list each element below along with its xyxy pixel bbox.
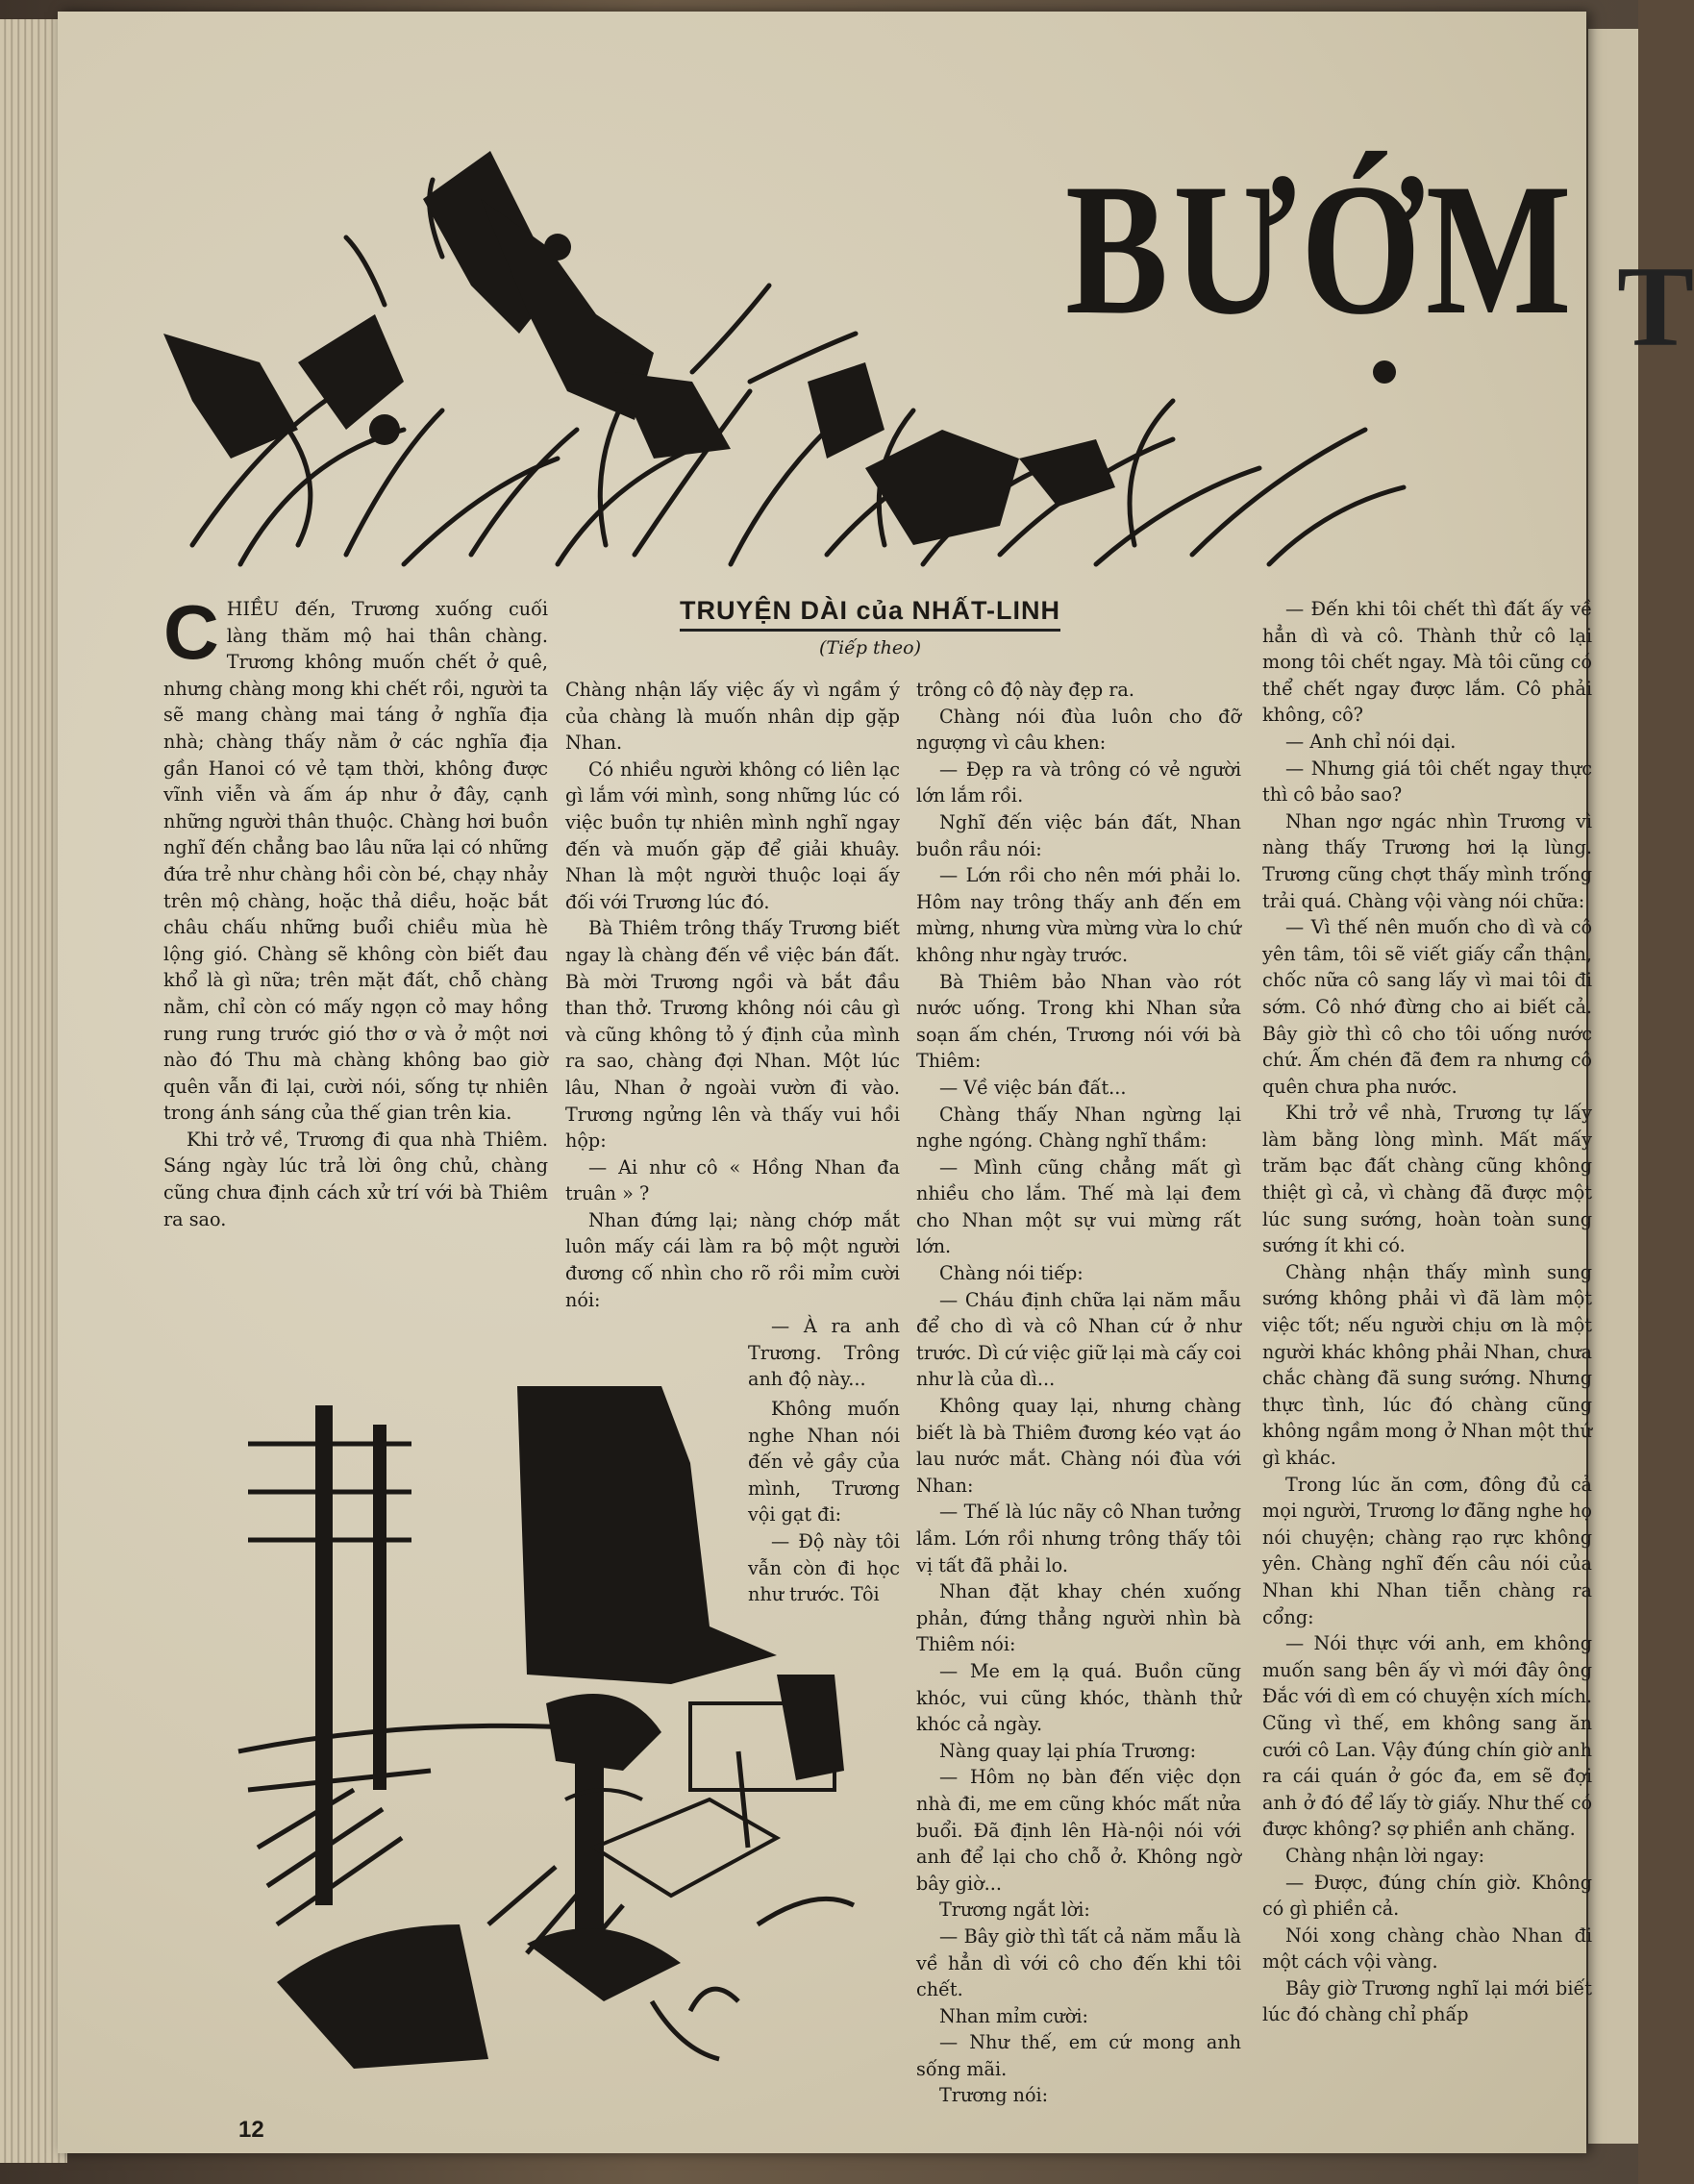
paragraph: — Hôm nọ bàn đến việc dọn nhà đi, me em cũng khóc mất nửa buổi. Đã định lên Hà-nội nói với anh để lại cho chỗ ở. Không ngờ bây giờ...: [916, 1766, 1241, 1895]
paragraph: Khi trở về, Trương đi qua nhà Thiêm. Sáng ngày lúc trả lời ông chủ, chàng cũng chưa định cách xử trí với bà Thiêm ra sao.: [163, 1128, 548, 1230]
paragraph: HIỀU đến, Trương xuống cuối làng thăm mộ hai thân chàng. Trương không muốn chết ở quê, nhưng chàng mong khi chết rồi, người ta sẽ mang chàng mai táng ở nghĩa địa nhà; chàng thấy nằm ở các nghĩa địa gần Hanoi có vẻ tạm thời, không được vĩnh viễn và ấm áp như ở đây, cạnh những người thân thuộc. Chàng hơi buồn nghĩ đến chẳng bao lâu nữa lại có những đứa trẻ như chàng hồi còn bé, chạy nhảy trên mộ chàng, hoặc thả diều, hoặc bắt châu chấu những buổi chiều mùa hè lộng gió. Chàng sẽ không còn biết đau khổ là gì nữa; trên mặt đất, chỗ chàng nằm, chỉ còn có mấy ngọn cỏ may hồng rung rung trước gió thơ ơ và ở một nơi nào đó Thu mà chàng không bao giờ quên vẫn đi lại, cười nói, sống tự nhiên trong ánh sáng của thế gian trên kia.: [163, 598, 548, 1125]
facing-page: T: [1588, 29, 1638, 2144]
paragraph: Trương ngắt lời:: [939, 1899, 1090, 1922]
paragraph: Bà Thiêm trông thấy Trương biết ngay là chàng đến về việc bán đất. Bà mời Trương ngồi và bắt đầu than thở. Trương không nói câu gì và cũng không tỏ ý định của mình ra sao, chàng đợi Nhan. Một lúc lâu, Nhan ở ngoài vườn đi vào. Trương ngửng lên và thấy vui hồi hộp:: [565, 917, 900, 1153]
paragraph: — Bây giờ thì tất cả năm mẫu là về hẳn dì với cô cho đến khi tôi chết.: [916, 1924, 1241, 2001]
paragraph: — Thế là lúc nãy cô Nhan tưởng lầm. Lớn rồi nhưng trông thấy tôi vị tất đã phải lo.: [916, 1501, 1241, 1576]
paragraph: Chàng nhận lời ngay:: [1285, 1844, 1485, 1867]
paragraph: — Mình cũng chẳng mất gì nhiều cho lắm. Thế mà lại đem cho Nhan một sự vui mừng rất lớn.: [916, 1155, 1241, 1258]
paragraph: — Me em lạ quá. Buồn cũng khóc, vui cũng khóc, thành thử khóc cả ngày.: [916, 1659, 1241, 1736]
column-4: [1262, 596, 1592, 2028]
paragraph: Không muốn nghe Nhan nói đến vẻ gầy của mình, Trương vội gạt đi:: [748, 1398, 900, 1526]
paragraph: Trong lúc ăn cơm, đông đủ cả mọi người, Trương lơ đãng nghe họ nói chuyện; chàng rạo rực không yên. Chàng nghĩ đến câu nói của Nhan khi Nhan tiễn chàng ra cổng:: [1262, 1473, 1592, 1628]
paragraph: Nhan ngơ ngác nhìn Trương vì nàng thấy Trương hơi lạ lùng. Trương cũng chợt thấy mình trống trải quá. Chàng vội vàng nói chữa:: [1262, 809, 1592, 912]
paragraph: Nhan đứng lại; nàng chớp mắt luôn mấy cái làm ra bộ một người đương cố nhìn cho rõ rồi mỉm cười nói:: [565, 1208, 900, 1311]
author-line: TRUYỆN DÀI của NHẤT-LINH: [680, 596, 1060, 632]
byline: [610, 596, 1130, 658]
paragraph: Chàng nói đùa luôn cho đỡ ngượng vì câu khen:: [916, 705, 1241, 755]
paragraph: Khi trở về nhà, Trương tự lấy làm bằng lòng mình. Mất mấy trăm bạc đất chàng cũng không thiệt gì cả, vì chàng đã được một lúc sung sướng, hoàn toàn sung sướng ít khi có.: [1262, 1102, 1592, 1257]
paragraph: Nhan đặt khay chén xuống phản, đứng thẳng người nhìn bà Thiêm nói:: [916, 1580, 1241, 1656]
column-2: [565, 677, 900, 1393]
paragraph: Bà Thiêm bảo Nhan vào rót nước uống. Trong khi Nhan sửa soạn ấm chén, Trương nói với bà Thiêm:: [916, 970, 1241, 1073]
paragraph: Nàng quay lại phía Trương:: [939, 1739, 1197, 1762]
paragraph: — Anh chỉ nói dại.: [1285, 730, 1457, 753]
paragraph: — Đến khi tôi chết thì đất ấy về hẳn dì và cô. Thành thử cô lại mong tôi chết ngay. Mà tôi cũng có thể chết ngay được lắm. Cô phải không, cô?: [1262, 598, 1592, 727]
column-3: [916, 677, 1241, 2109]
paragraph: — À ra anh Trương. Trông anh độ này...: [748, 1315, 900, 1391]
paragraph: — Vì thế nên muốn cho dì và cô yên tâm, tôi sẽ viết giấy cẩn thận, chốc nữa cô sang lấy vì mai tôi đi sớm. Cô nhớ đừng cho ai biết cả. Bây giờ thì cô cho tôi uống nước chứ. Ấm chén đã đem ra nhưng cô quên chưa pha nước.: [1262, 916, 1592, 1098]
paragraph: — Lớn rồi cho nên mới phải lo. Hôm nay trông thấy anh đến em mừng, nhưng vừa mừng vừa lo chứ không như ngày trước.: [916, 864, 1241, 966]
paragraph: — Đẹp ra và trông có vẻ người lớn lắm rồi.: [916, 757, 1241, 807]
paragraph: Nhan mỉm cười:: [939, 2004, 1088, 2027]
paragraph: — Cháu định chữa lại năm mẫu để cho dì và cô Nhan cứ ở như trước. Dì cứ việc giữ lại mà cấy coi như là của dì...: [916, 1288, 1241, 1391]
paragraph: Chàng nhận lấy việc ấy vì ngầm ý của chàng là muốn nhân dịp gặp Nhan.: [565, 679, 900, 755]
paragraph: — Độ này tôi vẫn còn đi học như trước. Tôi: [748, 1529, 900, 1606]
paragraph: Chàng thấy Nhan ngừng lại nghe ngóng. Chàng nghĩ thầm:: [916, 1103, 1241, 1153]
paragraph: — Như thế, em cứ mong anh sống mãi.: [916, 2031, 1241, 2080]
paragraph: Có nhiều người không có liên lạc gì lắm với mình, song những lúc có việc buồn tự nhiên mình nghĩ ngay đến và muốn gặp để giải khuây. Nhan là một người thuộc loại ấy đối với Trương lúc đó.: [565, 757, 900, 913]
continued-note: (Tiếp theo): [818, 637, 922, 658]
magazine-page: [58, 12, 1592, 2153]
paragraph: Nghĩ đến việc bán đất, Nhan buồn rầu nói:: [916, 810, 1241, 860]
paragraph: — Nói thực với anh, em không muốn sang bên ấy vì mới đây ông Đắc với dì em có chuyện xích mích. Cũng vì thế, em không sang ăn cưới cô Lan. Vậy đúng chín giờ anh ra cái quán ở góc đa, em sẽ đợi anh ở đó để lấy tờ giấy. Như thế có được không? sợ phiền anh chăng.: [1262, 1632, 1592, 1841]
paragraph: Chàng nói tiếp:: [939, 1262, 1084, 1285]
paragraph: — Nhưng giá tôi chết ngay thực thì cô bảo sao?: [1262, 757, 1592, 807]
column-1: [163, 589, 548, 1232]
paragraph: — Về việc bán đất...: [939, 1076, 1127, 1099]
paragraph: Trương nói:: [939, 2084, 1049, 2107]
paragraph: trông cô độ này đẹp ra.: [916, 679, 1134, 701]
drop-cap: C: [163, 589, 219, 675]
oil-lamp-illustration: [238, 1386, 892, 2078]
paragraph: — Được, đúng chín giờ. Không có gì phiền cả.: [1262, 1871, 1592, 1921]
paragraph: Không quay lại, nhưng chàng biết là bà Thiêm đương kéo vạt áo lau nước mắt. Chàng nói đùa với Nhan:: [916, 1395, 1241, 1497]
paragraph: Nói xong chàng chào Nhan đi một cách vội vàng.: [1262, 1923, 1592, 1973]
paragraph: Bây giờ Trương nghĩ lại mới biết lúc đó chàng chỉ phấp: [1262, 1976, 1592, 2026]
paragraph: Chàng nhận thấy mình sung sướng không phải vì đã làm một việc tốt; nếu người chịu ơn là một người khác không phải Nhan, chưa chắc chàng đã sung sướng. Nhưng thực tình, lúc đó chàng cũng không ngầm mong ở Nhan một thứ gì khác.: [1262, 1260, 1592, 1469]
paragraph: — Ai như cô « Hồng Nhan đa truân » ?: [565, 1155, 900, 1205]
page-number: 12: [238, 2117, 264, 2143]
article-title: BƯỚM: [1065, 145, 1577, 354]
